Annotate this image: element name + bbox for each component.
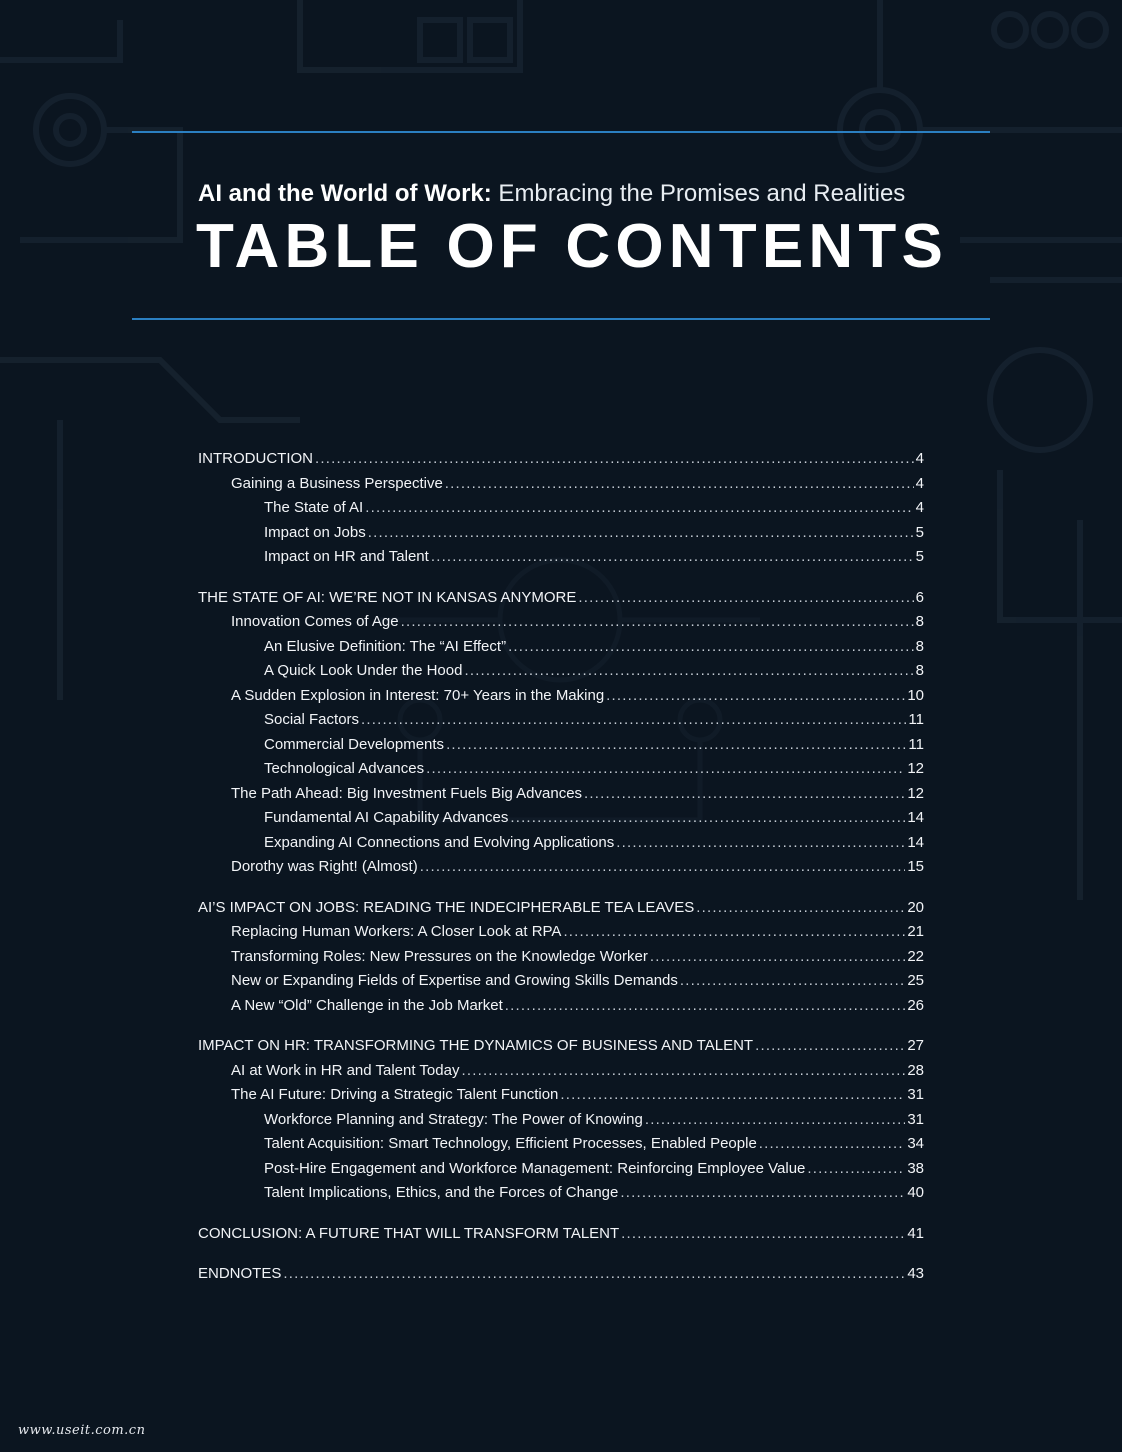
- toc-entry[interactable]: [198, 521, 924, 546]
- toc-entry[interactable]: [198, 635, 924, 660]
- toc-page-number: 38: [907, 1159, 924, 1177]
- toc-entry-label: The State of AI: [264, 499, 364, 516]
- subtitle-bold: AI and the World of Work:: [198, 180, 492, 207]
- toc-entry-label: Innovation Comes of Age: [231, 613, 399, 630]
- toc-dot-leader: [560, 1083, 905, 1108]
- toc-dot-leader: [584, 782, 905, 807]
- toc-dot-leader: [508, 635, 914, 660]
- toc-entry-label: Talent Acquisition: Smart Technology, Efficient Processes, Enabled People: [264, 1135, 757, 1152]
- toc-entry-label: A New “Old” Challenge in the Job Market: [231, 996, 503, 1014]
- toc-dot-leader: [645, 1108, 905, 1133]
- toc-page-number: 8: [915, 613, 924, 630]
- toc-page-number: 15: [907, 858, 924, 875]
- toc-page-number: 31: [907, 1086, 924, 1103]
- toc-dot-leader: [807, 1157, 905, 1182]
- top-divider: [132, 131, 990, 133]
- toc-page-number: 12: [907, 784, 924, 802]
- toc-page-number: 4: [915, 450, 924, 467]
- toc-entry[interactable]: [198, 994, 924, 1019]
- toc-entry-label: Transforming Roles: New Pressures on the Knowledge Worker: [231, 947, 648, 965]
- toc-entry-label: Technological Advances: [264, 760, 425, 777]
- toc-dot-leader: [401, 610, 914, 635]
- toc-page-number: 26: [907, 996, 924, 1014]
- toc-section: [198, 896, 924, 1019]
- toc-section-heading[interactable]: [198, 1262, 924, 1287]
- toc-entry[interactable]: [198, 659, 924, 684]
- toc-page-number: 5: [915, 548, 924, 565]
- toc-dot-leader: [431, 545, 914, 570]
- toc-entry[interactable]: [198, 610, 924, 635]
- toc-entry-label: INTRODUCTION: [198, 450, 313, 467]
- toc-dot-leader: [696, 896, 905, 921]
- toc-dot-leader: [446, 733, 906, 758]
- toc-entry[interactable]: [198, 969, 924, 994]
- toc-dot-leader: [283, 1262, 905, 1287]
- toc-section-heading[interactable]: [198, 896, 924, 921]
- toc-entry-label: Social Factors: [264, 711, 360, 728]
- toc-dot-leader: [361, 708, 906, 733]
- toc-page-number: 11: [908, 735, 924, 753]
- toc-page-number: 11: [908, 711, 924, 728]
- toc-page-number: 34: [907, 1135, 924, 1152]
- toc-entry-label: Expanding AI Connections and Evolving Applications: [264, 833, 615, 851]
- toc-page-number: 28: [907, 1061, 924, 1079]
- toc-entry-label: The Path Ahead: Big Investment Fuels Big Advances: [231, 784, 583, 802]
- toc-entry[interactable]: [198, 1181, 924, 1206]
- toc-entry[interactable]: [198, 708, 924, 733]
- toc-dot-leader: [606, 684, 905, 709]
- toc-entry-label: An Elusive Definition: The “AI Effect”: [264, 637, 507, 655]
- toc-page-number: 20: [907, 898, 924, 916]
- toc-entry-label: The AI Future: Driving a Strategic Talent Function: [231, 1086, 559, 1103]
- toc-page-number: 40: [907, 1184, 924, 1201]
- toc-entry[interactable]: [198, 831, 924, 856]
- toc-entry[interactable]: [198, 757, 924, 782]
- toc-entry[interactable]: [198, 1157, 924, 1182]
- toc-entry[interactable]: [198, 545, 924, 570]
- toc-entry-label: Workforce Planning and Strategy: The Power of Knowing: [264, 1110, 643, 1128]
- toc-page-number: 12: [907, 760, 924, 777]
- toc-entry-label: IMPACT ON HR: TRANSFORMING THE DYNAMICS OF BUSINESS AND TALENT: [198, 1037, 754, 1054]
- toc-entry[interactable]: [198, 684, 924, 709]
- toc-entry[interactable]: [198, 1108, 924, 1133]
- toc-entry[interactable]: [198, 733, 924, 758]
- toc-entry[interactable]: [198, 1059, 924, 1084]
- toc-dot-leader: [426, 757, 905, 782]
- toc-entry[interactable]: [198, 855, 924, 880]
- toc-entry[interactable]: [198, 1132, 924, 1157]
- toc-page-number: 25: [907, 972, 924, 989]
- toc-page-number: 5: [915, 523, 924, 541]
- toc-page-number: 14: [907, 833, 924, 851]
- toc-page-number: 8: [915, 662, 924, 679]
- toc-entry-label: Post-Hire Engagement and Workforce Management: Reinforcing Employee Value: [264, 1159, 806, 1177]
- toc-dot-leader: [578, 586, 913, 611]
- toc-section: [198, 447, 924, 570]
- toc-entry[interactable]: [198, 945, 924, 970]
- toc-entry-label: Commercial Developments: [264, 735, 445, 753]
- toc-entry[interactable]: [198, 472, 924, 497]
- toc-page-number: 41: [907, 1224, 924, 1242]
- toc-section: [198, 1034, 924, 1206]
- toc-dot-leader: [464, 659, 913, 684]
- toc-page-number: 43: [907, 1265, 924, 1282]
- toc-section: [198, 1222, 924, 1247]
- toc-entry[interactable]: [198, 782, 924, 807]
- toc-section-heading[interactable]: [198, 586, 924, 611]
- toc-dot-leader: [563, 920, 905, 945]
- toc-page-number: 31: [907, 1110, 924, 1128]
- toc-dot-leader: [759, 1132, 906, 1157]
- toc-entry-label: ENDNOTES: [198, 1265, 282, 1282]
- toc-entry[interactable]: [198, 1083, 924, 1108]
- toc-entry-label: A Quick Look Under the Hood: [264, 662, 463, 679]
- toc-section-heading[interactable]: [198, 1222, 924, 1247]
- toc-entry-label: Gaining a Business Perspective: [231, 474, 443, 492]
- toc-entry-label: AI’S IMPACT ON JOBS: READING THE INDECIPHERABLE TEA LEAVES: [198, 898, 695, 916]
- page-title: TABLE OF CONTENTS: [196, 212, 948, 281]
- toc-entry-label: CONCLUSION: A FUTURE THAT WILL TRANSFORM TALENT: [198, 1224, 620, 1242]
- toc-page-number: 21: [907, 923, 924, 940]
- toc-page-number: 10: [907, 686, 924, 704]
- toc-section-heading[interactable]: [198, 447, 924, 472]
- toc-entry-label: Replacing Human Workers: A Closer Look at RPA: [231, 923, 562, 940]
- toc-page-number: 8: [915, 637, 924, 655]
- toc-page-number: 4: [915, 474, 924, 492]
- toc-entry[interactable]: [198, 920, 924, 945]
- toc-entry[interactable]: [198, 806, 924, 831]
- toc-entry-label: AI at Work in HR and Talent Today: [231, 1061, 460, 1079]
- toc-dot-leader: [315, 447, 914, 472]
- toc-page-number: 14: [907, 809, 924, 826]
- toc-dot-leader: [505, 994, 906, 1019]
- toc-entry-label: THE STATE OF AI: WE’RE NOT IN KANSAS ANYMORE: [198, 588, 577, 606]
- toc-page-number: 22: [907, 947, 924, 965]
- toc-page-number: 6: [915, 588, 924, 606]
- toc-dot-leader: [616, 831, 905, 856]
- toc-section: [198, 586, 924, 880]
- toc-entry-label: Impact on Jobs: [264, 523, 366, 541]
- toc-page-number: 27: [907, 1037, 924, 1054]
- toc-entry-label: Impact on HR and Talent: [264, 548, 429, 565]
- watermark: www.useit.com.cn: [18, 1423, 146, 1438]
- toc-entry-label: Dorothy was Right! (Almost): [231, 858, 418, 875]
- toc-dot-leader: [461, 1059, 905, 1084]
- toc-dot-leader: [755, 1034, 905, 1059]
- toc-dot-leader: [510, 806, 905, 831]
- toc-dot-leader: [621, 1222, 905, 1247]
- toc-dot-leader: [680, 969, 905, 994]
- toc-dot-leader: [420, 855, 906, 880]
- toc-entry-label: Talent Implications, Ethics, and the Forces of Change: [264, 1184, 619, 1201]
- toc-section-heading[interactable]: [198, 1034, 924, 1059]
- toc-section: [198, 1262, 924, 1287]
- table-of-contents: [198, 447, 924, 1303]
- toc-dot-leader: [365, 496, 913, 521]
- toc-dot-leader: [620, 1181, 905, 1206]
- toc-page-number: 4: [915, 499, 924, 516]
- toc-entry[interactable]: [198, 496, 924, 521]
- subtitle-light: Embracing the Promises and Realities: [491, 180, 906, 207]
- toc-dot-leader: [368, 521, 914, 546]
- toc-entry-label: New or Expanding Fields of Expertise and Growing Skills Demands: [231, 972, 678, 989]
- document-subtitle: [198, 179, 958, 209]
- toc-entry-label: A Sudden Explosion in Interest: 70+ Years in the Making: [231, 686, 605, 704]
- toc-entry-label: Fundamental AI Capability Advances: [264, 809, 509, 826]
- toc-dot-leader: [650, 945, 905, 970]
- toc-dot-leader: [445, 472, 914, 497]
- bottom-divider: [132, 318, 990, 320]
